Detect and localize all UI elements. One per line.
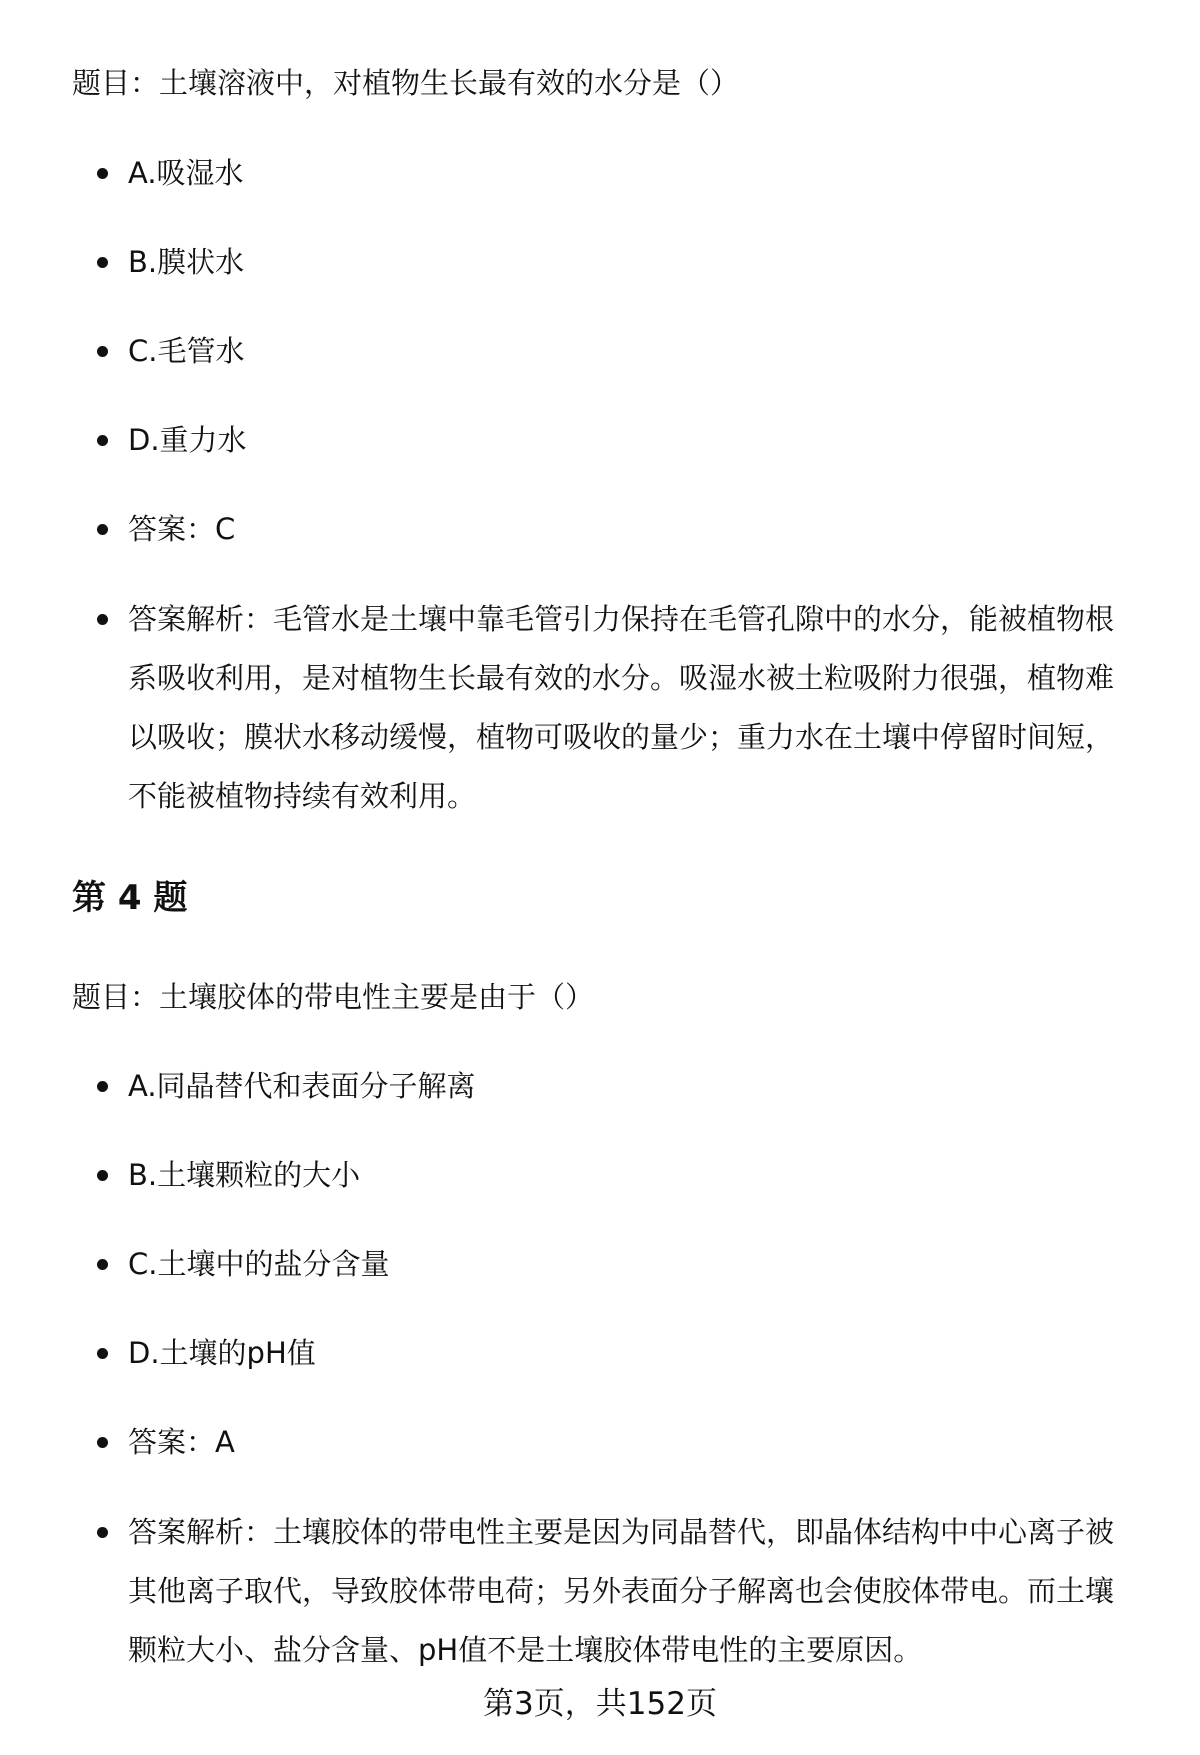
option-d: D.土壤的pH值 [128, 1333, 1138, 1373]
question-heading: 第 4 题 [72, 878, 188, 918]
answer: 答案：A [128, 1422, 1138, 1462]
option-a: A.同晶替代和表面分子解离 [128, 1066, 1138, 1106]
answer-explanation: 答案解析：毛管水是土壤中靠毛管引力保持在毛管孔隙中的水分，能被植物根系吸收利用，是对植物生长最有效的水分。吸湿水被土粒吸附力很强，植物难以吸收；膜状水移动缓慢，植物可吸收的量少；重力水在土壤中停留时间短，不能被植物持续有效利用。 [128, 590, 1138, 826]
option-b: B.膜状水 [128, 242, 1138, 282]
page-number: 第3页，共152页 [483, 1686, 717, 1722]
question-prompt: 题目：土壤溶液中，对植物生长最有效的水分是（） [72, 66, 740, 100]
option-c: C.土壤中的盐分含量 [128, 1244, 1138, 1284]
answer-explanation: 答案解析：土壤胶体的带电性主要是因为同晶替代，即晶体结构中中心离子被其他离子取代，导致胶体带电荷；另外表面分子解离也会使胶体带电。而土壤颗粒大小、盐分含量、pH值不是土壤胶体带电性的主要原因。 [128, 1503, 1138, 1680]
option-c: C.毛管水 [128, 331, 1138, 371]
question-prompt: 题目：土壤胶体的带电性主要是由于（） [72, 980, 595, 1014]
option-a: A.吸湿水 [128, 153, 1138, 193]
option-b: B.土壤颗粒的大小 [128, 1155, 1138, 1195]
answer: 答案：C [128, 509, 1138, 549]
option-d: D.重力水 [128, 420, 1138, 460]
